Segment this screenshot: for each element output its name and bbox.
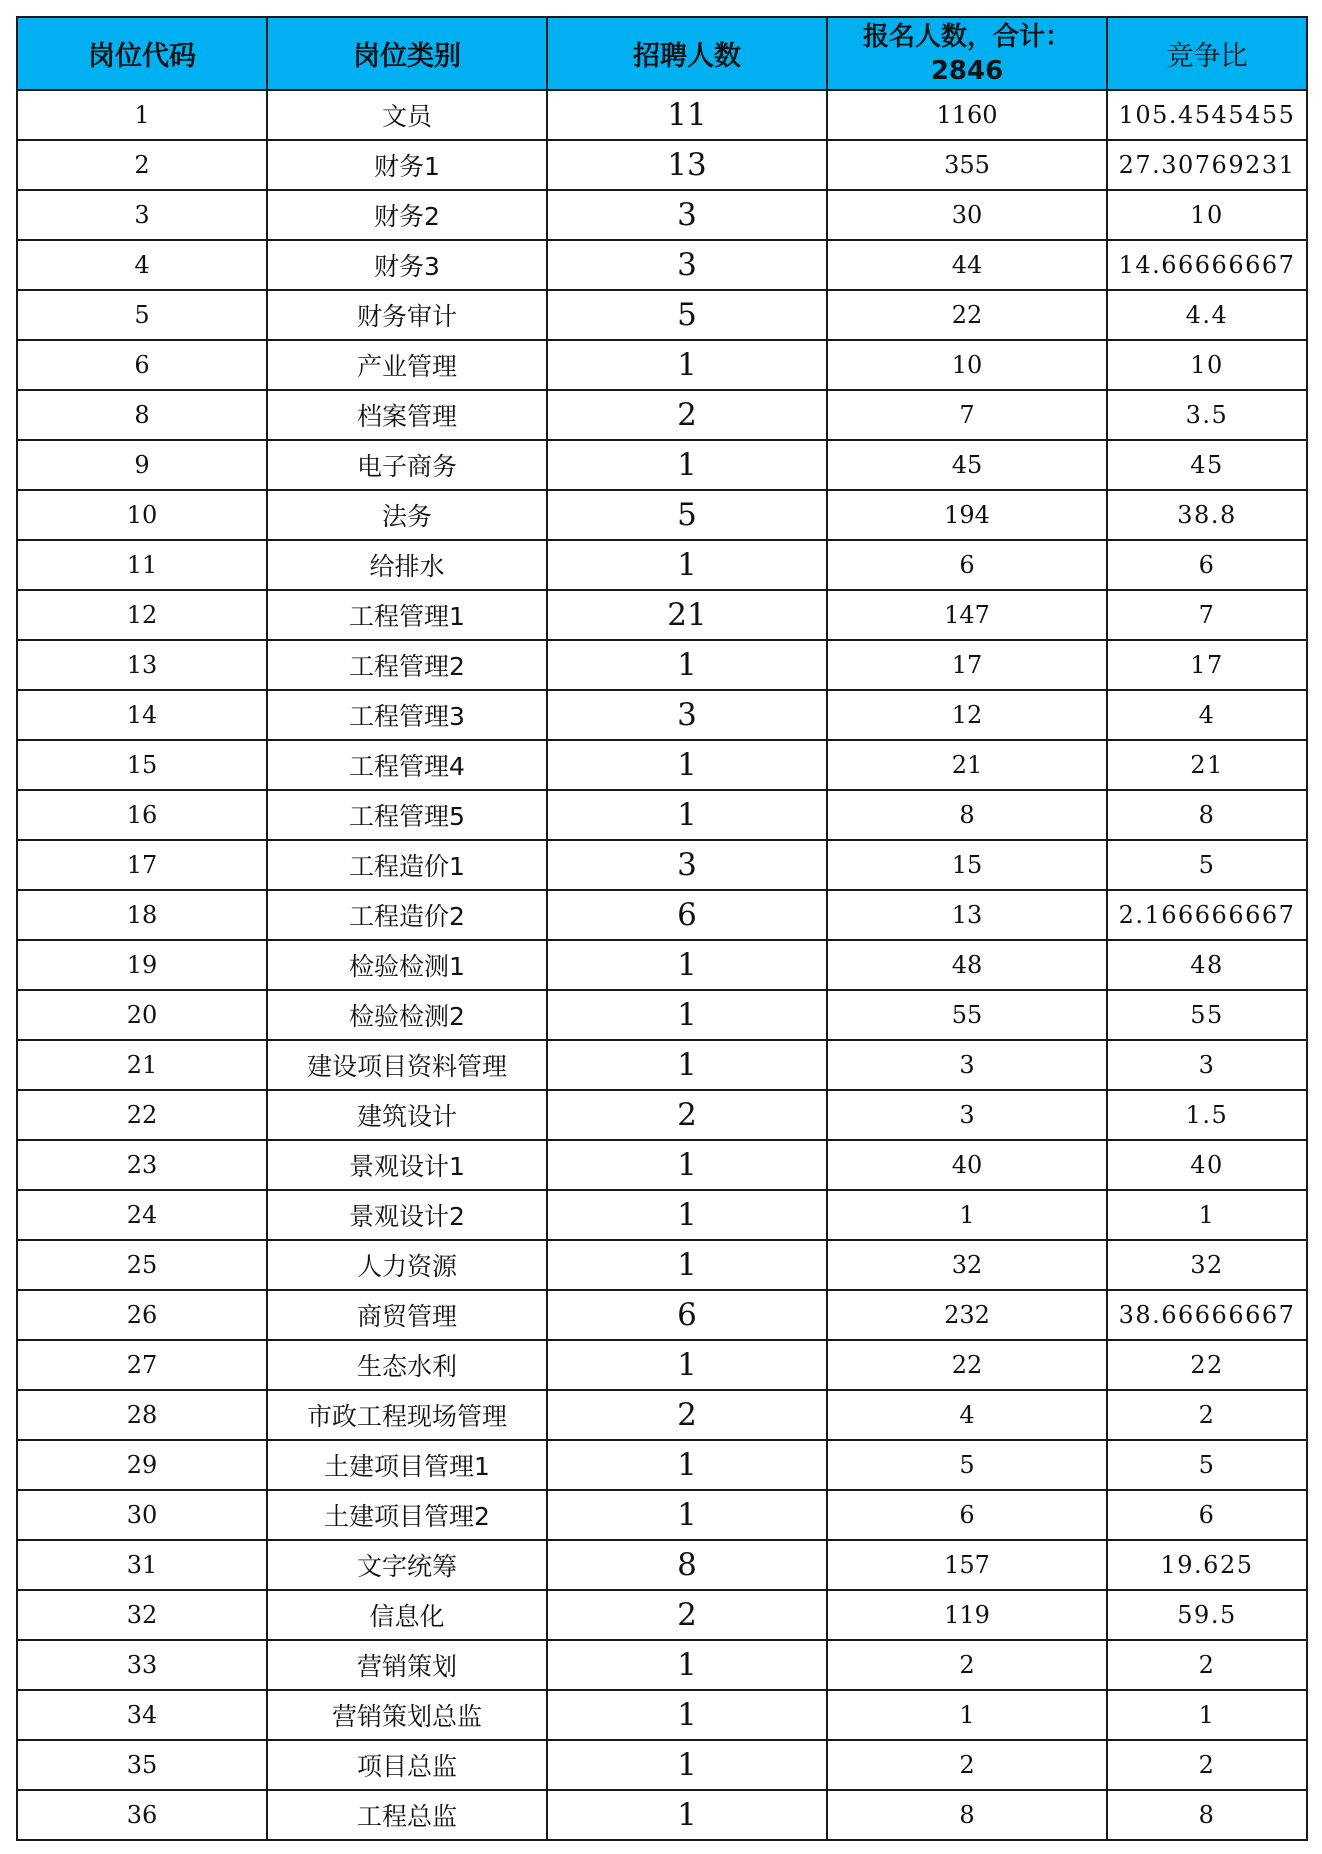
cell-code: 12	[17, 590, 267, 640]
table-row	[17, 390, 1307, 440]
cell-category: 检验检测2	[267, 990, 547, 1040]
cell-code: 35	[17, 1740, 267, 1790]
cell-code: 21	[17, 1040, 267, 1090]
cell-ratio: 105.4545455	[1107, 90, 1307, 140]
cell-code: 26	[17, 1290, 267, 1340]
table-row	[17, 1590, 1307, 1640]
cell-category: 建设项目资料管理	[267, 1040, 547, 1090]
table-row	[17, 990, 1307, 1040]
cell-hires: 1	[547, 790, 827, 840]
cell-applicants: 6	[827, 1490, 1107, 1540]
cell-code: 6	[17, 340, 267, 390]
cell-category: 工程管理1	[267, 590, 547, 640]
cell-applicants: 22	[827, 1340, 1107, 1390]
table-row	[17, 540, 1307, 590]
cell-ratio: 45	[1107, 440, 1307, 490]
cell-hires: 1	[547, 1240, 827, 1290]
cell-hires: 1	[547, 1690, 827, 1740]
cell-category: 商贸管理	[267, 1290, 547, 1340]
cell-hires: 1	[547, 1490, 827, 1540]
cell-hires: 8	[547, 1540, 827, 1590]
cell-ratio: 10	[1107, 340, 1307, 390]
cell-ratio: 17	[1107, 640, 1307, 690]
cell-code: 33	[17, 1640, 267, 1690]
cell-ratio: 8	[1107, 1790, 1307, 1840]
cell-code: 25	[17, 1240, 267, 1290]
cell-category: 文字统筹	[267, 1540, 547, 1590]
cell-category: 建筑设计	[267, 1090, 547, 1140]
cell-hires: 6	[547, 1290, 827, 1340]
header-code: 岗位代码	[17, 17, 267, 90]
cell-applicants: 119	[827, 1590, 1107, 1640]
cell-ratio: 14.66666667	[1107, 240, 1307, 290]
cell-hires: 2	[547, 1590, 827, 1640]
cell-category: 工程管理2	[267, 640, 547, 690]
cell-code: 8	[17, 390, 267, 440]
cell-hires: 21	[547, 590, 827, 640]
cell-ratio: 40	[1107, 1140, 1307, 1190]
cell-hires: 6	[547, 890, 827, 940]
table-row	[17, 1340, 1307, 1390]
cell-applicants: 1160	[827, 90, 1107, 140]
cell-hires: 1	[547, 1640, 827, 1690]
cell-category: 文员	[267, 90, 547, 140]
cell-ratio: 10	[1107, 190, 1307, 240]
cell-code: 3	[17, 190, 267, 240]
cell-code: 1	[17, 90, 267, 140]
table-header	[17, 17, 1307, 90]
cell-applicants: 232	[827, 1290, 1107, 1340]
cell-code: 17	[17, 840, 267, 890]
table-row	[17, 890, 1307, 940]
cell-hires: 3	[547, 690, 827, 740]
cell-ratio: 32	[1107, 1240, 1307, 1290]
table-row	[17, 1540, 1307, 1590]
cell-code: 13	[17, 640, 267, 690]
cell-ratio: 59.5	[1107, 1590, 1307, 1640]
header-category: 岗位类别	[267, 17, 547, 90]
header-ratio: 竞争比	[1107, 17, 1307, 90]
cell-code: 23	[17, 1140, 267, 1190]
cell-applicants: 6	[827, 540, 1107, 590]
cell-category: 财务审计	[267, 290, 547, 340]
cell-ratio: 3	[1107, 1040, 1307, 1090]
cell-hires: 5	[547, 490, 827, 540]
cell-ratio: 6	[1107, 540, 1307, 590]
table-row	[17, 1190, 1307, 1240]
cell-category: 档案管理	[267, 390, 547, 440]
cell-ratio: 2	[1107, 1740, 1307, 1790]
table-row	[17, 290, 1307, 340]
header-row	[17, 17, 1307, 90]
cell-applicants: 3	[827, 1040, 1107, 1090]
table-body	[17, 90, 1307, 1840]
cell-ratio: 3.5	[1107, 390, 1307, 440]
cell-code: 10	[17, 490, 267, 540]
cell-category: 项目总监	[267, 1740, 547, 1790]
cell-applicants: 8	[827, 1790, 1107, 1840]
cell-applicants: 12	[827, 690, 1107, 740]
cell-applicants: 21	[827, 740, 1107, 790]
cell-code: 5	[17, 290, 267, 340]
cell-applicants: 355	[827, 140, 1107, 190]
cell-hires: 1	[547, 1140, 827, 1190]
recruitment-table	[16, 16, 1308, 1841]
cell-applicants: 4	[827, 1390, 1107, 1440]
cell-applicants: 194	[827, 490, 1107, 540]
table-row	[17, 690, 1307, 740]
cell-ratio: 19.625	[1107, 1540, 1307, 1590]
cell-code: 34	[17, 1690, 267, 1740]
cell-ratio: 27.30769231	[1107, 140, 1307, 190]
cell-category: 工程造价2	[267, 890, 547, 940]
table-row	[17, 490, 1307, 540]
cell-ratio: 2.166666667	[1107, 890, 1307, 940]
cell-category: 工程总监	[267, 1790, 547, 1840]
cell-hires: 1	[547, 1190, 827, 1240]
cell-hires: 1	[547, 1040, 827, 1090]
cell-applicants: 48	[827, 940, 1107, 990]
cell-ratio: 2	[1107, 1640, 1307, 1690]
cell-category: 法务	[267, 490, 547, 540]
table-row	[17, 640, 1307, 690]
cell-hires: 1	[547, 1740, 827, 1790]
cell-ratio: 4	[1107, 690, 1307, 740]
cell-hires: 1	[547, 990, 827, 1040]
cell-ratio: 7	[1107, 590, 1307, 640]
cell-category: 财务1	[267, 140, 547, 190]
cell-category: 土建项目管理2	[267, 1490, 547, 1540]
header-hires: 招聘人数	[547, 17, 827, 90]
cell-ratio: 5	[1107, 840, 1307, 890]
cell-code: 27	[17, 1340, 267, 1390]
cell-code: 28	[17, 1390, 267, 1440]
cell-applicants: 7	[827, 390, 1107, 440]
cell-code: 4	[17, 240, 267, 290]
cell-ratio: 4.4	[1107, 290, 1307, 340]
cell-applicants: 17	[827, 640, 1107, 690]
table-row	[17, 1240, 1307, 1290]
cell-code: 9	[17, 440, 267, 490]
cell-category: 给排水	[267, 540, 547, 590]
cell-applicants: 1	[827, 1690, 1107, 1740]
cell-applicants: 2	[827, 1640, 1107, 1690]
cell-applicants: 40	[827, 1140, 1107, 1190]
cell-hires: 5	[547, 290, 827, 340]
table-row	[17, 1390, 1307, 1440]
cell-ratio: 1.5	[1107, 1090, 1307, 1140]
cell-hires: 2	[547, 390, 827, 440]
cell-applicants: 22	[827, 290, 1107, 340]
cell-category: 人力资源	[267, 1240, 547, 1290]
cell-hires: 2	[547, 1390, 827, 1440]
cell-ratio: 1	[1107, 1690, 1307, 1740]
cell-applicants: 147	[827, 590, 1107, 640]
table-row	[17, 140, 1307, 190]
cell-code: 14	[17, 690, 267, 740]
table-row	[17, 1440, 1307, 1490]
cell-hires: 2	[547, 1090, 827, 1140]
cell-applicants: 55	[827, 990, 1107, 1040]
table-row	[17, 1490, 1307, 1540]
cell-code: 29	[17, 1440, 267, 1490]
cell-hires: 1	[547, 340, 827, 390]
cell-category: 市政工程现场管理	[267, 1390, 547, 1440]
cell-hires: 1	[547, 1340, 827, 1390]
cell-category: 营销策划	[267, 1640, 547, 1690]
table-row	[17, 1090, 1307, 1140]
cell-ratio: 48	[1107, 940, 1307, 990]
cell-hires: 1	[547, 540, 827, 590]
cell-category: 生态水利	[267, 1340, 547, 1390]
cell-applicants: 45	[827, 440, 1107, 490]
cell-category: 检验检测1	[267, 940, 547, 990]
cell-category: 景观设计2	[267, 1190, 547, 1240]
cell-applicants: 13	[827, 890, 1107, 940]
cell-ratio: 38.8	[1107, 490, 1307, 540]
cell-category: 工程管理3	[267, 690, 547, 740]
cell-ratio: 22	[1107, 1340, 1307, 1390]
table-row	[17, 1740, 1307, 1790]
cell-applicants: 15	[827, 840, 1107, 890]
cell-applicants: 32	[827, 1240, 1107, 1290]
table-row	[17, 590, 1307, 640]
cell-code: 2	[17, 140, 267, 190]
table-row	[17, 1640, 1307, 1690]
cell-category: 信息化	[267, 1590, 547, 1640]
table-row	[17, 440, 1307, 490]
cell-applicants: 3	[827, 1090, 1107, 1140]
cell-hires: 11	[547, 90, 827, 140]
cell-applicants: 5	[827, 1440, 1107, 1490]
cell-category: 工程管理4	[267, 740, 547, 790]
cell-ratio: 2	[1107, 1390, 1307, 1440]
cell-category: 景观设计1	[267, 1140, 547, 1190]
cell-ratio: 21	[1107, 740, 1307, 790]
cell-ratio: 8	[1107, 790, 1307, 840]
cell-applicants: 1	[827, 1190, 1107, 1240]
cell-category: 土建项目管理1	[267, 1440, 547, 1490]
cell-applicants: 44	[827, 240, 1107, 290]
cell-code: 11	[17, 540, 267, 590]
cell-code: 24	[17, 1190, 267, 1240]
cell-ratio: 5	[1107, 1440, 1307, 1490]
cell-code: 20	[17, 990, 267, 1040]
table-row	[17, 790, 1307, 840]
table-row	[17, 1690, 1307, 1740]
table-row	[17, 1790, 1307, 1840]
table-row	[17, 240, 1307, 290]
cell-category: 营销策划总监	[267, 1690, 547, 1740]
cell-hires: 1	[547, 1440, 827, 1490]
cell-hires: 3	[547, 190, 827, 240]
table-row	[17, 190, 1307, 240]
cell-hires: 1	[547, 640, 827, 690]
cell-code: 31	[17, 1540, 267, 1590]
cell-hires: 1	[547, 1790, 827, 1840]
cell-ratio: 1	[1107, 1190, 1307, 1240]
cell-applicants: 10	[827, 340, 1107, 390]
cell-category: 财务3	[267, 240, 547, 290]
cell-hires: 1	[547, 940, 827, 990]
cell-category: 财务2	[267, 190, 547, 240]
table-row	[17, 1040, 1307, 1090]
cell-hires: 1	[547, 740, 827, 790]
cell-ratio: 38.66666667	[1107, 1290, 1307, 1340]
cell-applicants: 157	[827, 1540, 1107, 1590]
header-applicants: 报名人数，合计：2846	[827, 17, 1107, 90]
table-row	[17, 840, 1307, 890]
cell-hires: 13	[547, 140, 827, 190]
cell-hires: 1	[547, 440, 827, 490]
table-row	[17, 90, 1307, 140]
cell-applicants: 30	[827, 190, 1107, 240]
cell-code: 19	[17, 940, 267, 990]
cell-category: 产业管理	[267, 340, 547, 390]
cell-code: 22	[17, 1090, 267, 1140]
cell-applicants: 2	[827, 1740, 1107, 1790]
cell-ratio: 6	[1107, 1490, 1307, 1540]
cell-code: 15	[17, 740, 267, 790]
cell-code: 16	[17, 790, 267, 840]
cell-category: 电子商务	[267, 440, 547, 490]
cell-applicants: 8	[827, 790, 1107, 840]
table-row	[17, 940, 1307, 990]
cell-ratio: 55	[1107, 990, 1307, 1040]
cell-code: 36	[17, 1790, 267, 1840]
table-row	[17, 1140, 1307, 1190]
cell-code: 30	[17, 1490, 267, 1540]
table-row	[17, 1290, 1307, 1340]
cell-hires: 3	[547, 240, 827, 290]
cell-code: 32	[17, 1590, 267, 1640]
cell-code: 18	[17, 890, 267, 940]
cell-category: 工程管理5	[267, 790, 547, 840]
table-row	[17, 740, 1307, 790]
cell-category: 工程造价1	[267, 840, 547, 890]
table-row	[17, 340, 1307, 390]
cell-hires: 3	[547, 840, 827, 890]
